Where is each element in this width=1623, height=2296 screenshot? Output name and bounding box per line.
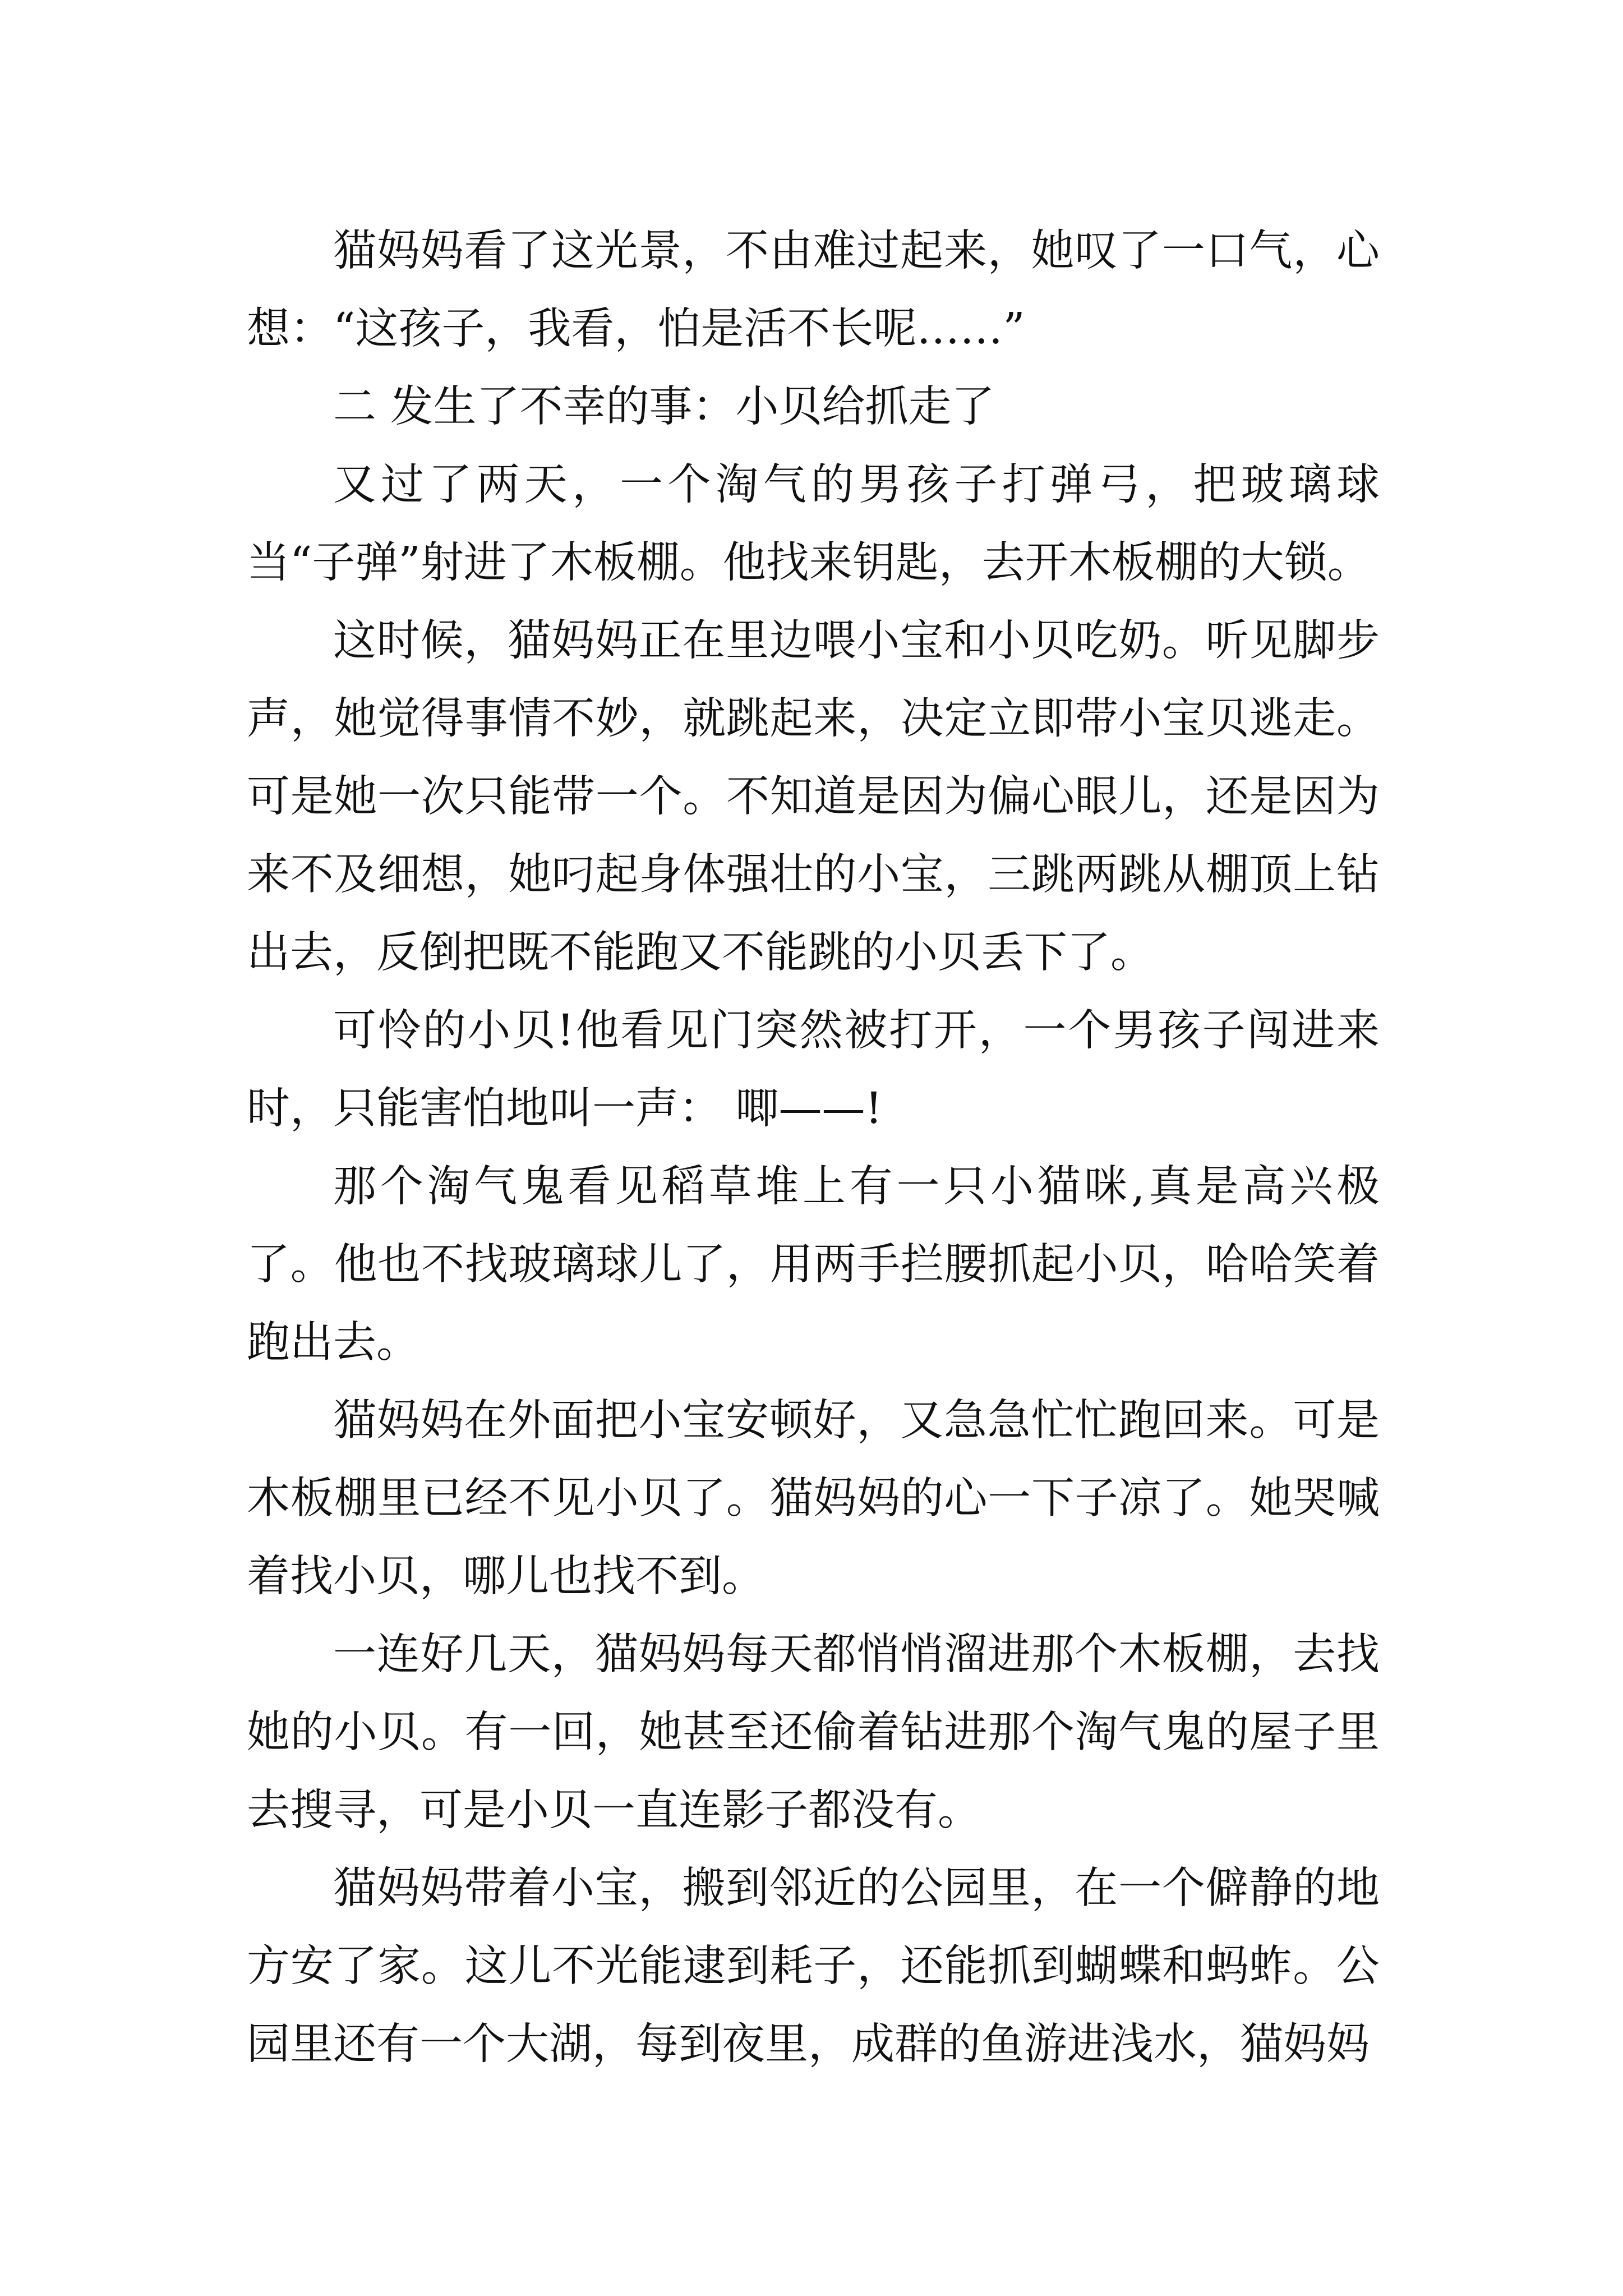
paragraph: 一连好几天，猫妈妈每天都悄悄溜进那个木板棚，去找她的小贝。有一回，她甚至还偷着钻进那个淘气鬼的屋子里去搜寻，可是小贝一直连影子都没有。 — [247, 1630, 1380, 1835]
paragraph: 猫妈妈在外面把小宝安顿好，又急急忙忙跑回来。可是木板棚里已经不见小贝了。猫妈妈的心一下子凉了。她哭喊着找小贝，哪儿也找不到。 — [247, 1396, 1380, 1602]
paragraph: 那个淘气鬼看见稻草堆上有一只小猫咪,真是高兴极了。他也不找玻璃球儿了，用两手拦腰抓起小贝，哈哈笑着跑出去。 — [247, 1162, 1380, 1368]
paragraph: 猫妈妈带着小宝，搬到邻近的公园里，在一个僻静的地方安了家。这儿不光能逮到耗子，还能抓到蝴蝶和蚂蚱。公园里还有一个大湖，每到夜里，成群的鱼游进浅水，猫妈妈 — [247, 1864, 1380, 2069]
paragraph: 又过了两天，一个淘气的男孩子打弹弓，把玻璃球当“子弹”射进了木板棚。他找来钥匙，去开木板棚的大锁。 — [247, 460, 1380, 588]
paragraph: 猫妈妈看了这光景，不由难过起来，她叹了一口气，心想：“这孩子，我看，怕是活不长呢……” — [247, 226, 1380, 354]
paragraph: 可怜的小贝!他看见门突然被打开，一个男孩子闯进来时，只能害怕地叫一声： 唧——! — [247, 1006, 1380, 1134]
paragraph: 这时候，猫妈妈正在里边喂小宝和小贝吃奶。听见脚步声，她觉得事情不妙，就跳起来，决定立即带小宝贝逃走。可是她一次只能带一个。不知道是因为偏心眼儿，还是因为来不及细想，她叼起身体强壮的小宝，三跳两跳从棚顶上钻出去，反倒把既不能跑又不能跳的小贝丢下了。 — [247, 616, 1380, 978]
section-heading: 二 发生了不幸的事：小贝给抓走了 — [333, 382, 995, 432]
story-text — [247, 212, 1380, 2083]
